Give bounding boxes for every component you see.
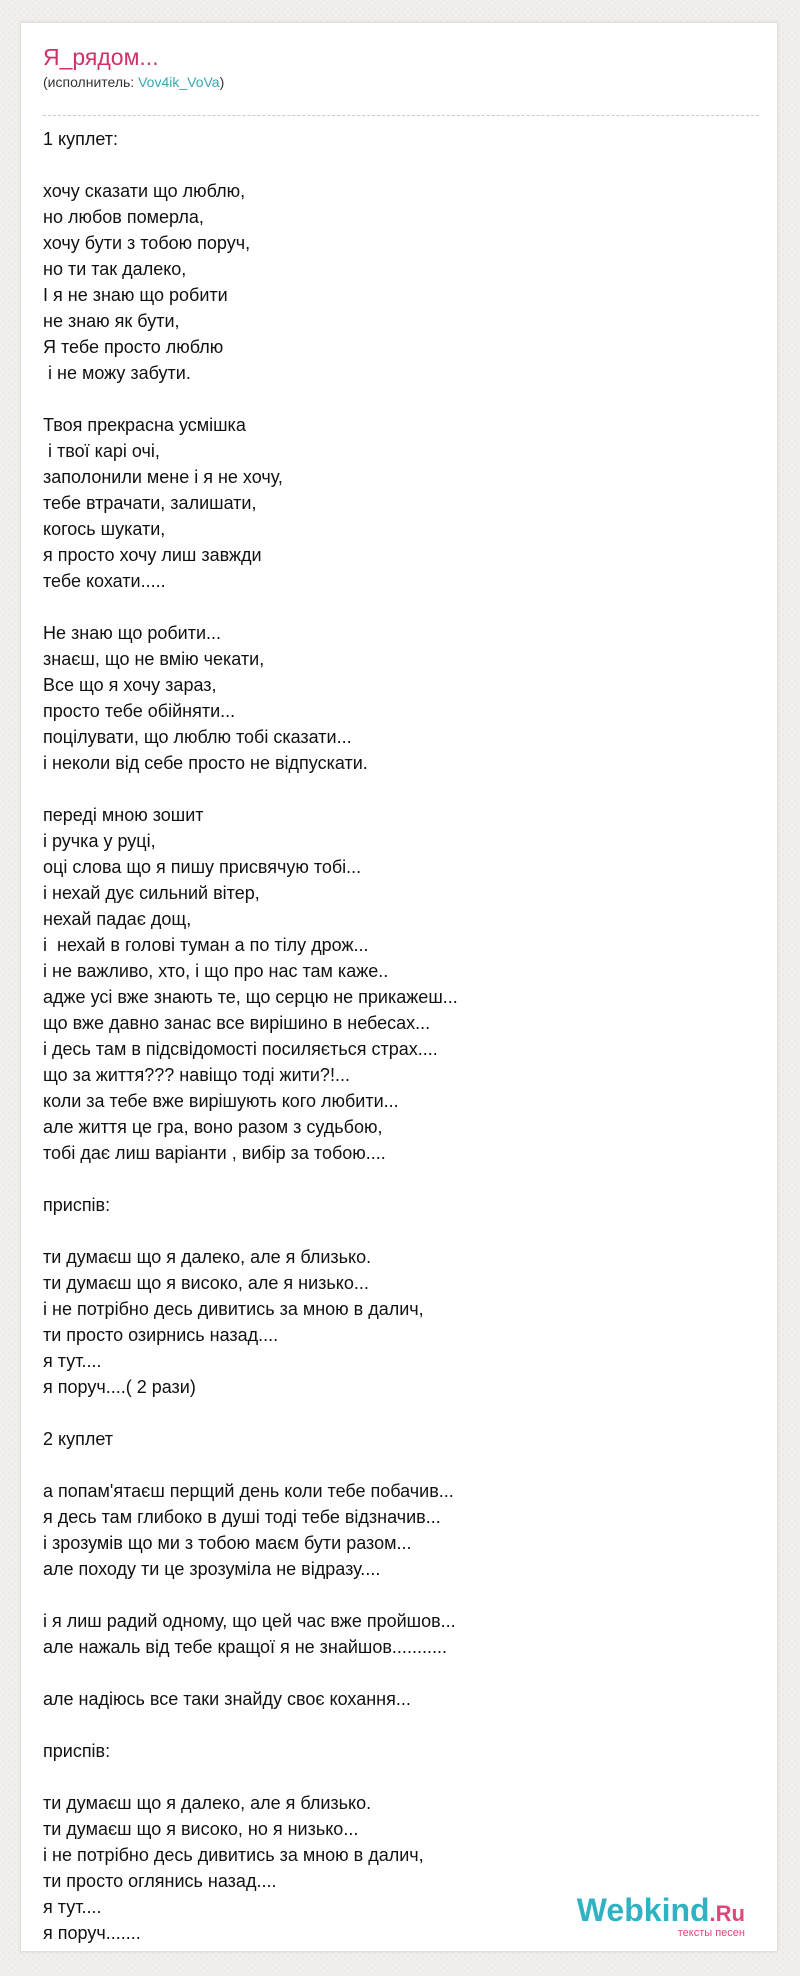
logo-subtitle: тексты песен [677, 1927, 745, 1939]
artist-line [43, 73, 759, 91]
lyric-line: 1 куплет: [43, 129, 118, 149]
lyric-line: когось шукати, [43, 519, 166, 539]
lyric-line: ти думаєш що я високо, але я низько... [43, 1273, 369, 1293]
lyric-line: знаєш, що не вмію чекати, [43, 649, 265, 669]
lyric-line [43, 152, 759, 178]
lyric-line: і не можу забути. [43, 363, 191, 383]
lyric-line: і десь там в підсвідомості посиляється страх.... [43, 1039, 438, 1059]
lyric-line: хочу сказати що люблю, [43, 181, 246, 201]
lyric-line: і нехай дує сильний вітер, [43, 883, 260, 903]
site-logo[interactable] [577, 1893, 745, 1939]
lyric-line: ти думаєш що я високо, но я низько... [43, 1819, 359, 1839]
lyric-line: я просто хочу лиш завжди [43, 545, 262, 565]
lyric-line: ти просто оглянись назад.... [43, 1871, 277, 1891]
lyric-line: поцілувати, що люблю тобі сказати... [43, 727, 352, 747]
lyric-line: але надіюсь все таки знайду своє кохання... [43, 1689, 411, 1709]
lyric-line: і ручка у руці, [43, 831, 156, 851]
lyric-line [43, 776, 759, 802]
lyric-line: приспів: [43, 1195, 111, 1215]
lyric-line: що за життя??? навіщо тоді жити?!... [43, 1065, 350, 1085]
lyric-line: коли за тебе вже вирішують кого любити... [43, 1091, 399, 1111]
lyric-line: приспів: [43, 1741, 111, 1761]
lyric-line: но любов померла, [43, 207, 204, 227]
lyric-line: оці слова що я пишу присвячую тобі... [43, 857, 362, 877]
lyric-line: і не потрібно десь дивитись за мною в далич, [43, 1299, 424, 1319]
lyric-line: що вже давно занас все вирішино в небесах... [43, 1013, 431, 1033]
lyric-line: ти просто озирнись назад.... [43, 1325, 279, 1345]
lyric-line: Не знаю що робити... [43, 623, 222, 643]
lyric-line: а попам'ятаєш перщий день коли тебе побачив... [43, 1481, 454, 1501]
lyric-line: адже усі вже знають те, що серцю не прикажеш... [43, 987, 458, 1007]
lyric-line: але походу ти це зрозуміла не відразу.... [43, 1559, 381, 1579]
lyric-line [43, 1764, 759, 1790]
lyric-line: але нажаль від тебе кращої я не знайшов........... [43, 1637, 447, 1657]
logo-wordmark [577, 1893, 745, 1931]
lyric-line: І я не знаю що робити [43, 285, 228, 305]
lyric-line: я поруч....... [43, 1923, 141, 1943]
lyrics-body [43, 126, 759, 1946]
lyric-line [43, 1712, 759, 1738]
lyric-line [43, 1218, 759, 1244]
lyric-line [43, 1166, 759, 1192]
lyric-line: і нехай в голові туман а по тілу дрож... [43, 935, 369, 955]
lyric-line [43, 594, 759, 620]
lyric-line: і я лиш радий одному, що цей час вже пройшов... [43, 1611, 456, 1631]
lyric-line: але життя це гра, воно разом з судьбою, [43, 1117, 383, 1137]
artist-suffix: ) [219, 74, 225, 90]
lyric-line: і не потрібно десь дивитись за мною в далич, [43, 1845, 424, 1865]
lyric-line: ти думаєш що я далеко, але я близько. [43, 1793, 372, 1813]
lyric-line: я десь там глибоко в душі тоді тебе відзначив... [43, 1507, 441, 1527]
lyric-line: 2 куплет [43, 1429, 113, 1449]
lyric-line: і зрозумів що ми з тобою маєм бути разом... [43, 1533, 412, 1553]
lyric-line: хочу бути з тобою поруч, [43, 233, 251, 253]
song-header [43, 43, 759, 116]
lyric-line: тебе кохати..... [43, 571, 166, 591]
logo-main-text: Webkind [576, 1892, 710, 1928]
song-title: Я_рядом... [43, 44, 159, 70]
lyric-line: не знаю як бути, [43, 311, 180, 331]
logo-tld-text: .Ru [709, 1901, 745, 1926]
lyric-line [43, 1452, 759, 1478]
lyric-line: переді мною зошит [43, 805, 204, 825]
lyric-line: заполонили мене і я не хочу, [43, 467, 283, 487]
lyric-line: но ти так далеко, [43, 259, 187, 279]
lyric-line: я тут.... [43, 1351, 102, 1371]
artist-link[interactable]: Vov4ik_VoVa [138, 74, 220, 90]
lyric-line: я тут.... [43, 1897, 102, 1917]
lyric-line [43, 1400, 759, 1426]
lyric-line: Я тебе просто люблю [43, 337, 224, 357]
lyric-line [43, 386, 759, 412]
lyric-line [43, 1582, 759, 1608]
lyric-line: просто тебе обійняти... [43, 701, 236, 721]
lyric-line: і неколи від себе просто не відпускати. [43, 753, 368, 773]
lyric-line [43, 1660, 759, 1686]
lyric-line: і твої карі очі, [43, 441, 160, 461]
lyric-line: Все що я хочу зараз, [43, 675, 217, 695]
artist-prefix: (исполнитель: [43, 74, 139, 90]
lyric-line: нехай падає дощ, [43, 909, 192, 929]
lyric-line: тебе втрачати, залишати, [43, 493, 257, 513]
lyric-line: ти думаєш що я далеко, але я близько. [43, 1247, 372, 1267]
lyrics-card [20, 22, 778, 1952]
lyric-line: і не важливо, хто, і що про нас там каже.. [43, 961, 389, 981]
lyric-line: Твоя прекрасна усмішка [43, 415, 246, 435]
lyric-line: я поруч....( 2 рази) [43, 1377, 196, 1397]
lyric-line: тобі дає лиш варіанти , вибір за тобою.... [43, 1143, 386, 1163]
